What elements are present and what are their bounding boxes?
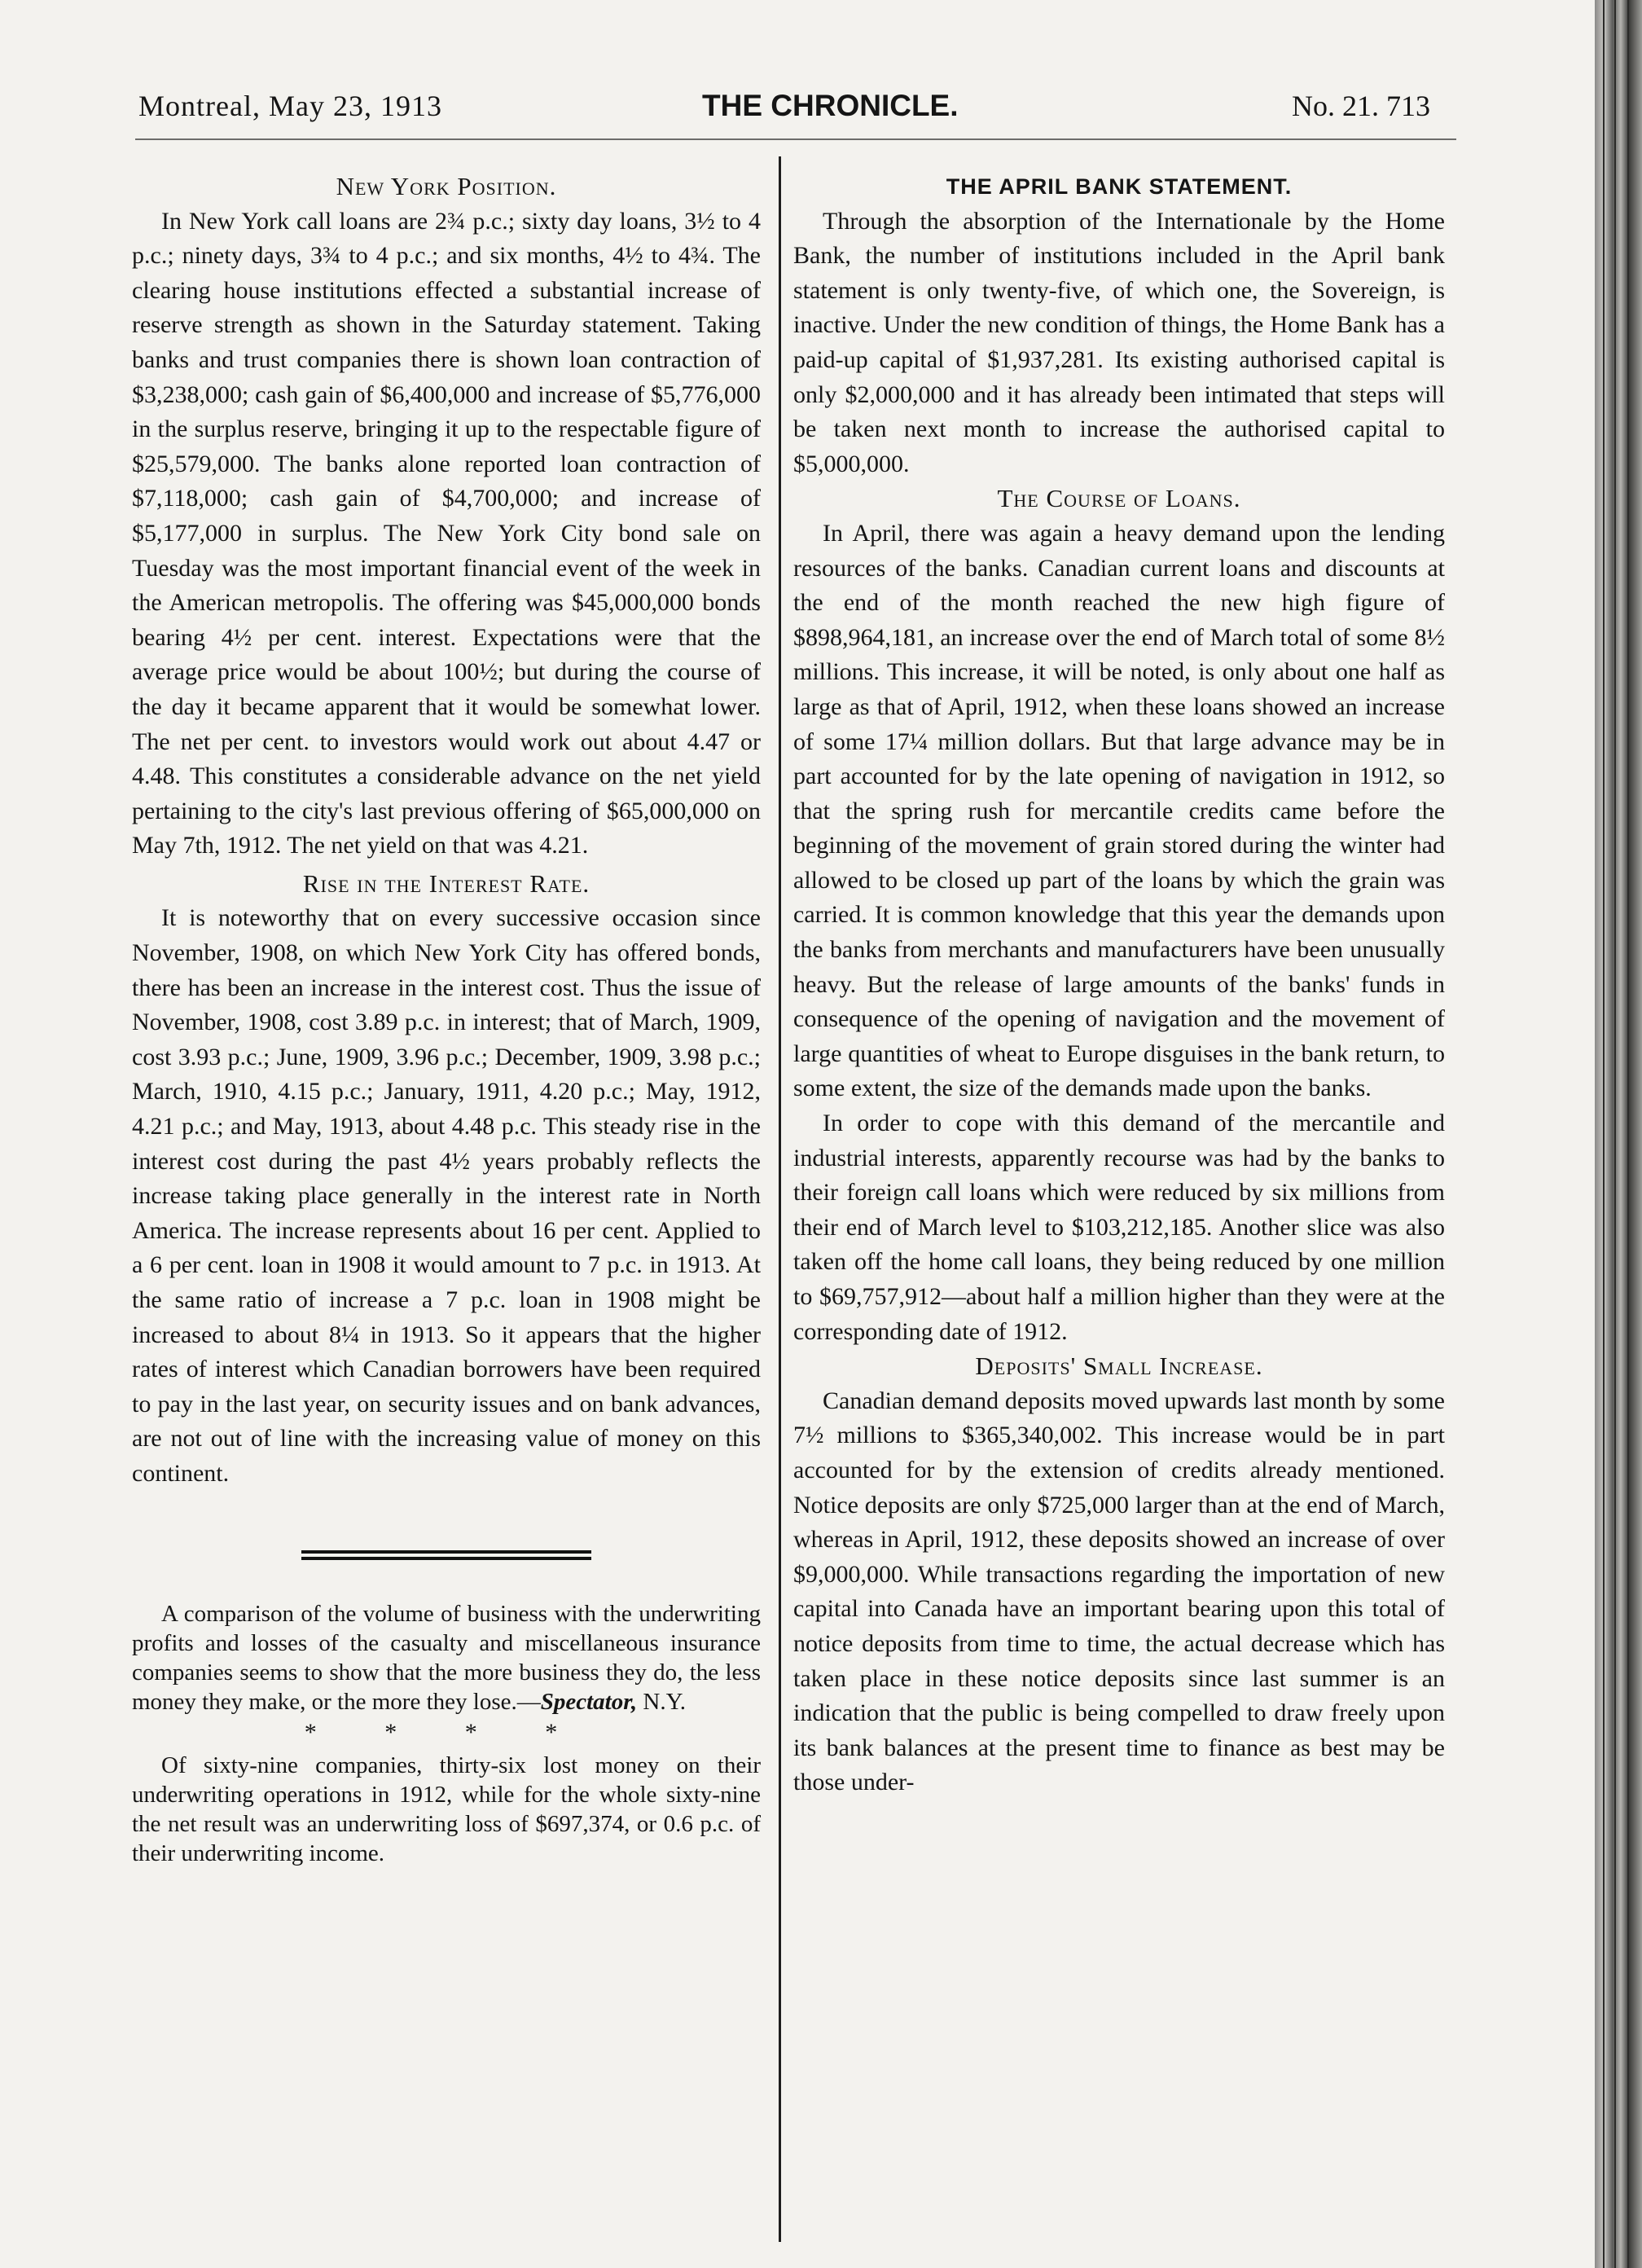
article-title-april-bank-statement: THE APRIL BANK STATEMENT. [946, 174, 1293, 199]
paragraph-home-bank: Through the absorption of the Internationale by the Home Bank, the number of institutions included in the April bank statement is only twenty-five, of which one, the Sovereign, is inactive. Under the new condition of things, the Home Bank has a paid-up capital of $1,937,281. Its existing authorised capital is only $2,000,000 and it has already been intimated that steps will be taken next month to increase the authorised capital to $5,000,000. [793, 207, 1445, 477]
right-column [793, 169, 1445, 1800]
section-heading-course-of-loans: The Course of Loans. [997, 484, 1241, 513]
insurance-note [132, 1599, 761, 1868]
paragraph-course-of-loans: In April, there was again a heavy demand upon the lending resources of the banks. Canadian current loans and discounts at the end of the month reached the new high figure of $898,964,181, an increase over the end of March total of some 8½ millions. This increase, it will be noted, is only about one half as large as that of April, 1912, when these loans showed an increase of some 17¼ million dollars. But that large advance may be in part accounted for by the late opening of navigation in 1912, so that the spring rush for mercantile credits came before the beginning of the movement of grain stored during the winter had allowed to be closed up part of the loans by which the grain was carried. It is common knowledge that this year the demands upon the banks from merchants and manufacturers have been unusually heavy. But the release of large amounts of the banks' funds in consequence of the opening of navigation and the movement of large quantities of wheat to Europe disguises in the bank return, to some extent, the size of the demands made upon the banks. [793, 519, 1445, 1102]
left-column [132, 169, 761, 1868]
paragraph-deposits: Canadian demand deposits moved upwards last month by some 7½ millions to $365,340,002. This increase would be in part accounted for by the extension of credits already mentioned. Notice deposits are only $725,000 larger than at the end of March, whereas in April, 1912, these deposits showed an increase of over $9,000,000. While transactions regarding the importation of new capital into Canada have an important bearing upon this total of notice deposits from time to time, the actual decrease which has taken place in these notice deposits since last summer is an indication that the public is being compelled to draw freely upon its bank balances at the present time to finance as best may be those under- [793, 1387, 1445, 1796]
paragraph-interest-rate: It is noteworthy that on every successive occasion since November, 1908, on which New York City has offered bonds, there has been an increase in the interest cost. Thus the issue of November, 1908, cost 3.89 p.c. in interest; that of March, 1909, cost 3.93 p.c.; June, 1909, 3.96 p.c.; December, 1909, 3.98 p.c.; March, 1910, 4.15 p.c.; January, 1911, 4.20 p.c.; May, 1912, 4.21 p.c.; and May, 1913, about 4.48 p.c. This steady rise in the interest cost during the past 4½ years probably reflects the increase taking place generally in the interest rate in North America. The increase represents about 16 per cent. Applied to a 6 per cent. loan in 1908 it would amount to 7 p.c. in 1913. At the same ratio of increase a 7 p.c. loan in 1908 might be increased to about 8¼ in 1913. So it appears that the higher rates of interest which Canadian borrowers have been required to pay in the last year, on security issues and on bank advances, are not out of line with the increasing value of money on this continent. [132, 904, 761, 1487]
note-paragraph-underwriting: Of sixty-nine companies, thirty-six lost money on their underwriting operations in 1912, while for the whole sixty-nine the net result was an underwriting loss of $697,374, or 0.6 p.c. of their underwriting income. [132, 1752, 761, 1866]
paragraph-call-loans: In order to cope with this demand of the mercantile and industrial interests, apparently recourse was had by the banks to their foreign call loans which were reduced by six millions from their end of March level to $103,212,185. Another slice was also taken off the home call loans, they being reduced by one million to $69,757,912—about half a million higher than they were at the corresponding date of 1912. [793, 1110, 1445, 1345]
header-rule [135, 138, 1456, 140]
section-heading-interest-rate: Rise in the Interest Rate. [302, 868, 591, 898]
publication-title: THE CHRONICLE. [702, 89, 959, 122]
note-paragraph-casualty [132, 1599, 761, 1716]
column-divider [779, 156, 781, 2242]
note-text: A comparison of the volume of business with the underwriting profits and losses of the casualty and miscellaneous insurance companies seems to show that the more business they do, the less money they make, or the more they lose.— [132, 1600, 761, 1715]
note-place: N.Y. [637, 1688, 687, 1715]
section-heading-new-york-position: New York Position. [336, 172, 557, 200]
note-source: Spectator, [540, 1688, 638, 1715]
paragraph-new-york-position: In New York call loans are 2¾ p.c.; sixty day loans, 3½ to 4 p.c.; ninety days, 3¾ to 4 p.c.; and six months, 4½ to 4¾. The clearing house institutions effected a substantial increase of reserve strength as shown in the Saturday statement. Taking banks and trust companies there is shown loan contraction of $3,238,000; cash gain of $6,400,000 and increase of $5,776,000 in the surplus reserve, bringing it up to the respectable figure of $25,579,000. The banks alone reported loan contraction of $7,118,000; cash gain of $4,700,000; and increase of $5,177,000 in surplus. The New York City bond sale on Tuesday was the most important financial event of the week in the American metropolis. The offering was $45,000,000 bonds bearing 4½ per cent. interest. Expectations were that the average price would be about 100½; but during the course of the day it became apparent that it would be somewhat lower. The net per cent. to investors would work out about 4.47 or 4.48. This constitutes a considerable advance on the net yield pertaining to the city's last previous offering of $65,000,000 on May 7th, 1912. The net yield on that was 4.21. [132, 207, 761, 859]
book-spine-edge [1595, 0, 1642, 2268]
page-dateline: Montreal, May 23, 1913 [138, 90, 442, 122]
asterism: * * * * [304, 1718, 589, 1746]
issue-page-number: No. 21. 713 [1292, 90, 1430, 122]
section-heading-deposits: Deposits' Small Increase. [975, 1352, 1263, 1381]
double-rule-separator [301, 1550, 591, 1560]
